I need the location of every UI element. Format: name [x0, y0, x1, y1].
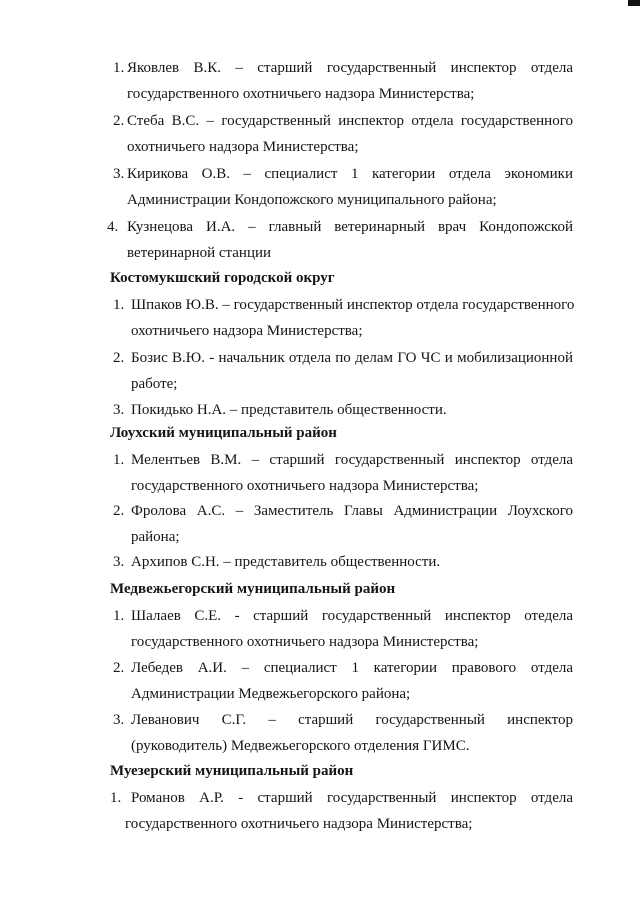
- item-number: 1.: [113, 297, 125, 313]
- item-number: 1.: [113, 60, 125, 76]
- list-item: [0, 549, 640, 575]
- item-line-2: (руководитель) Медвежьегорского отделения ГИМС.: [131, 738, 470, 754]
- item-line-1: Яковлев В.К. – старший государственный инспектор отдела: [127, 60, 573, 76]
- item-line-2: государственного охотничьего надзора Министерства;: [131, 634, 479, 650]
- list-item: [0, 108, 640, 160]
- item-line-2: охотничьего надзора Министерства;: [131, 323, 363, 339]
- item-line-1: Покидько Н.А. – представитель общественности.: [131, 402, 447, 418]
- item-line-1: Романов А.Р. - старший государственный инспектор отдела: [131, 790, 573, 806]
- item-line-1: Мелентьев В.М. – старший государственный инспектор отдела: [131, 452, 573, 468]
- item-line-2: ветеринарной станции: [127, 245, 272, 261]
- item-line-1: Стеба В.С. – государственный инспектор отдела государственного: [127, 113, 573, 129]
- item-line-2: Администрации Кондопожского муниципального района;: [127, 192, 497, 208]
- item-number: 3.: [113, 554, 125, 570]
- item-number: 1.: [113, 608, 125, 624]
- item-number: 1.: [113, 452, 125, 468]
- item-number: 2.: [113, 660, 125, 676]
- list-item: [0, 345, 640, 397]
- item-line-2: района;: [131, 529, 180, 545]
- item-line-1: Фролова А.С. – Заместитель Главы Администрации Лоухского: [131, 503, 573, 519]
- item-line-2: Администрации Медвежьегорского района;: [131, 686, 411, 702]
- list-item: [0, 707, 640, 759]
- item-line-2: государственного охотничьего надзора Министерства;: [131, 478, 479, 494]
- item-line-1: Бозис В.Ю. - начальник отдела по делам ГО ЧС и мобилизационной: [131, 350, 573, 366]
- list-item: [0, 603, 640, 655]
- item-number: 3.: [113, 712, 125, 728]
- item-line-2: работе;: [131, 376, 178, 392]
- section-heading: Костомукшский городской округ: [110, 270, 335, 286]
- list-item: [0, 214, 640, 266]
- list-item: [0, 161, 640, 213]
- section-heading: Медвежьегорский муниципальный район: [110, 581, 396, 597]
- item-number: 4.: [107, 219, 119, 235]
- item-number: 3.: [113, 402, 125, 418]
- item-line-2: государственного охотничьего надзора Министерства;: [125, 816, 473, 832]
- list-item: [0, 55, 640, 107]
- item-line-1: Шалаев С.Е. - старший государственный инспектор отедела: [131, 608, 573, 624]
- scan-corner-mark: [628, 0, 640, 6]
- item-number: 3.: [113, 166, 125, 182]
- list-item: [0, 498, 640, 550]
- item-line-1: Шпаков Ю.В. – государственный инспектор отдела государственного: [131, 297, 575, 313]
- item-line-1: Кирикова О.В. – специалист 1 категории отдела экономики: [127, 166, 573, 182]
- item-line-1: Архипов С.Н. – представитель общественности.: [131, 554, 441, 570]
- list-item: [0, 655, 640, 707]
- item-number: 2.: [113, 350, 125, 366]
- item-number: 2.: [113, 113, 125, 129]
- item-line-1: Лебедев А.И. – специалист 1 категории правового отдела: [131, 660, 573, 676]
- item-number: 1.: [110, 790, 122, 806]
- list-item: [0, 447, 640, 499]
- item-line-2: охотничьего надзора Министерства;: [127, 139, 359, 155]
- list-item: [0, 785, 640, 837]
- item-line-2: государственного охотничьего надзора Министерства;: [127, 86, 475, 102]
- item-number: 2.: [113, 503, 125, 519]
- section-heading: Лоухский муниципальный район: [110, 425, 337, 441]
- item-line-1: Леванович С.Г. – старший государственный инспектор: [131, 712, 573, 728]
- list-item: [0, 292, 640, 344]
- section-heading: Муезерский муниципальный район: [110, 763, 354, 779]
- item-line-1: Кузнецова И.А. – главный ветеринарный врач Кондопожской: [127, 219, 573, 235]
